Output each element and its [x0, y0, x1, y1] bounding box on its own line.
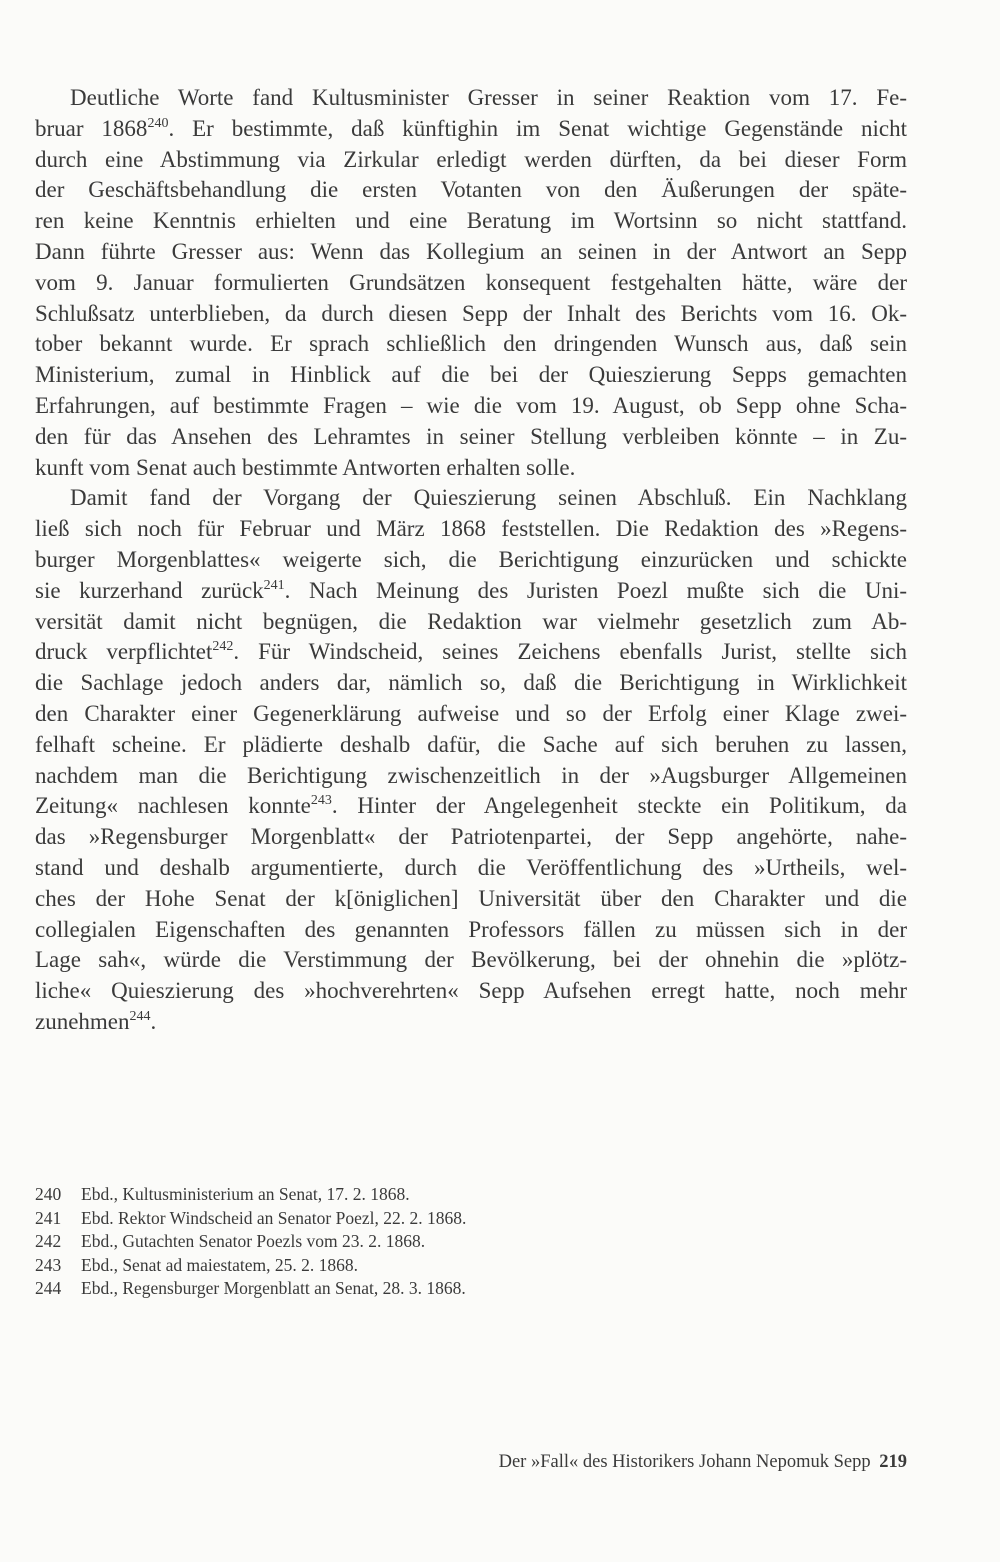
text-segment: . Für Windscheid, seines Zeichens ebenfalls Jurist, stellte sich	[233, 639, 907, 665]
text-line	[35, 206, 907, 237]
text-segment: vom 9. Januar formulierten Grundsätzen konsequent festgehalten hätte, wäre der	[35, 269, 907, 295]
text-segment: versität damit nicht begnügen, die Redaktion war vielmehr gesetzlich zum Ab-	[35, 608, 907, 634]
text-segment: sie kurzerhand zurück	[35, 577, 264, 603]
footnote-number: 240	[35, 1184, 62, 1204]
text-line	[35, 976, 907, 1007]
text-line	[35, 268, 907, 299]
footnote-reference: 242	[212, 639, 234, 655]
footnote	[35, 1277, 907, 1301]
text-line	[35, 453, 907, 484]
text-segment: .	[150, 1008, 157, 1034]
text-segment: . Hinter der Angelegenheit steckte ein Politikum, da	[331, 793, 907, 819]
text-segment: druck verpflichtet	[35, 639, 213, 665]
text-line	[35, 145, 907, 176]
text-segment: Ministerium, zumal in Hinblick auf die bei der Quieszierung Sepps gemachten	[35, 362, 907, 388]
text-line	[35, 360, 907, 391]
text-segment: Schlußsatz unterblieben, da durch diesen Sepp der Inhalt des Berichts vom 16. Ok-	[35, 300, 907, 326]
text-segment: tober bekannt wurde. Er sprach schließlich den dringenden Wunsch aus, daß sein	[35, 331, 907, 357]
text-line	[35, 668, 907, 699]
text-line	[35, 915, 907, 946]
text-segment: burger Morgenblattes« weigerte sich, die Berichtigung einzurücken und schickte	[35, 546, 907, 572]
footnote-reference: 243	[310, 793, 332, 809]
text-segment: Erfahrungen, auf bestimmte Fragen – wie die vom 19. August, ob Sepp ohne Scha-	[35, 392, 907, 418]
text-segment: Deutliche Worte fand Kultusminister Gresser in seiner Reaktion vom 17. Fe-	[70, 85, 907, 110]
text-segment: die Sachlage jedoch anders dar, nämlich so, daß die Berichtigung in Wirklichkeit	[35, 670, 907, 696]
text-line	[35, 175, 907, 206]
main-text	[35, 83, 907, 1038]
text-segment: collegialen Eigenschaften des genannten Professors fällen zu müssen sich in der	[35, 916, 907, 942]
text-line	[35, 853, 907, 884]
footnote-reference: 240	[147, 115, 169, 131]
text-line	[35, 791, 907, 822]
text-segment: stand und deshalb argumentierte, durch die Veröffentlichung des »Urtheils, wel-	[35, 854, 907, 880]
footnote	[35, 1254, 907, 1278]
text-line	[35, 114, 907, 145]
paragraph	[35, 483, 907, 1037]
footnote-number: 244	[35, 1278, 62, 1298]
footnote-reference: 244	[129, 1008, 151, 1024]
text-segment: felhaft scheine. Er plädierte deshalb dafür, die Sache auf sich beruhen zu lassen,	[35, 731, 907, 757]
text-line	[35, 884, 907, 915]
footnote	[35, 1183, 907, 1207]
text-line	[35, 761, 907, 792]
footnote-reference: 241	[263, 577, 285, 593]
text-segment: bruar 1868	[35, 115, 148, 141]
text-segment: nachdem man die Berichtigung zwischenzeitlich in der »Augsburger Allgemeinen	[35, 762, 907, 788]
text-line	[35, 483, 907, 514]
text-segment: ren keine Kenntnis erhielten und eine Beratung im Wortsinn so nicht stattfand.	[35, 208, 907, 234]
text-line	[35, 514, 907, 545]
footnote-text: Ebd., Gutachten Senator Poezls vom 23. 2. 1868.	[81, 1231, 426, 1251]
text-segment: zunehmen	[35, 1008, 130, 1034]
text-segment: das »Regensburger Morgenblatt« der Patriotenpartei, der Sepp angehörte, nahe-	[35, 824, 907, 850]
footnote-number: 242	[35, 1231, 62, 1251]
running-title: Der »Fall« des Historikers Johann Nepomuk Sepp	[498, 1452, 871, 1472]
text-line	[35, 545, 907, 576]
text-line	[35, 329, 907, 360]
text-segment: der Geschäftsbehandlung die ersten Votanten von den Äußerungen der späte-	[35, 177, 907, 203]
text-line	[35, 391, 907, 422]
page-number: 219	[879, 1452, 907, 1472]
text-segment: ließ sich noch für Februar und März 1868 feststellen. Die Redaktion des »Regens-	[35, 516, 907, 542]
text-line	[35, 237, 907, 268]
footnote	[35, 1230, 907, 1254]
text-line	[35, 576, 907, 607]
text-segment: den für das Ansehen des Lehramtes in seiner Stellung verbleiben könnte – in Zu-	[35, 423, 907, 449]
text-line	[35, 822, 907, 853]
paragraph	[35, 83, 907, 483]
text-line	[35, 299, 907, 330]
footnote-text: Ebd. Rektor Windscheid an Senator Poezl, 22. 2. 1868.	[81, 1207, 467, 1228]
text-segment: Dann führte Gresser aus: Wenn das Kollegium an seinen in der Antwort an Sepp	[35, 238, 907, 264]
text-segment: Lage sah«, würde die Verstimmung der Bevölkerung, bei der ohnehin die »plötz-	[35, 947, 907, 973]
text-segment: . Nach Meinung des Juristen Poezl mußte sich die Uni-	[284, 577, 907, 603]
footnote-text: Ebd., Kultusministerium an Senat, 17. 2. 1868.	[81, 1184, 410, 1204]
footnotes	[35, 1183, 907, 1301]
text-line	[35, 945, 907, 976]
text-segment: Zeitung« nachlesen konnte	[35, 793, 311, 819]
text-segment: den Charakter einer Gegenerklärung aufweise und so der Erfolg einer Klage zwei-	[35, 700, 907, 726]
text-segment: durch eine Abstimmung via Zirkular erledigt werden dürften, da bei dieser Form	[35, 146, 907, 172]
text-line	[35, 83, 907, 114]
text-line	[35, 607, 907, 638]
text-line	[35, 637, 907, 668]
footnote-number: 241	[35, 1207, 62, 1228]
footnote-text: Ebd., Senat ad maiestatem, 25. 2. 1868.	[81, 1254, 359, 1275]
text-line	[35, 730, 907, 761]
text-line	[35, 699, 907, 730]
footnote-number: 243	[35, 1254, 62, 1275]
text-line	[35, 422, 907, 453]
footnote	[35, 1207, 907, 1231]
text-segment: Damit fand der Vorgang der Quieszierung seinen Abschluß. Ein Nachklang	[70, 485, 907, 511]
text-segment: kunft vom Senat auch bestimmte Antworten erhalten solle.	[35, 454, 576, 480]
running-footer	[499, 1452, 907, 1473]
footnote-text: Ebd., Regensburger Morgenblatt an Senat, 28. 3. 1868.	[81, 1278, 466, 1298]
text-segment: ches der Hohe Senat der k[öniglichen] Universität über den Charakter und die	[35, 885, 907, 911]
text-line	[35, 1007, 907, 1038]
text-segment: . Er bestimmte, daß künftighin im Senat wichtige Gegenstände nicht	[168, 115, 907, 141]
text-segment: liche« Quieszierung des »hochverehrten« Sepp Aufsehen erregt hatte, noch mehr	[35, 978, 907, 1004]
